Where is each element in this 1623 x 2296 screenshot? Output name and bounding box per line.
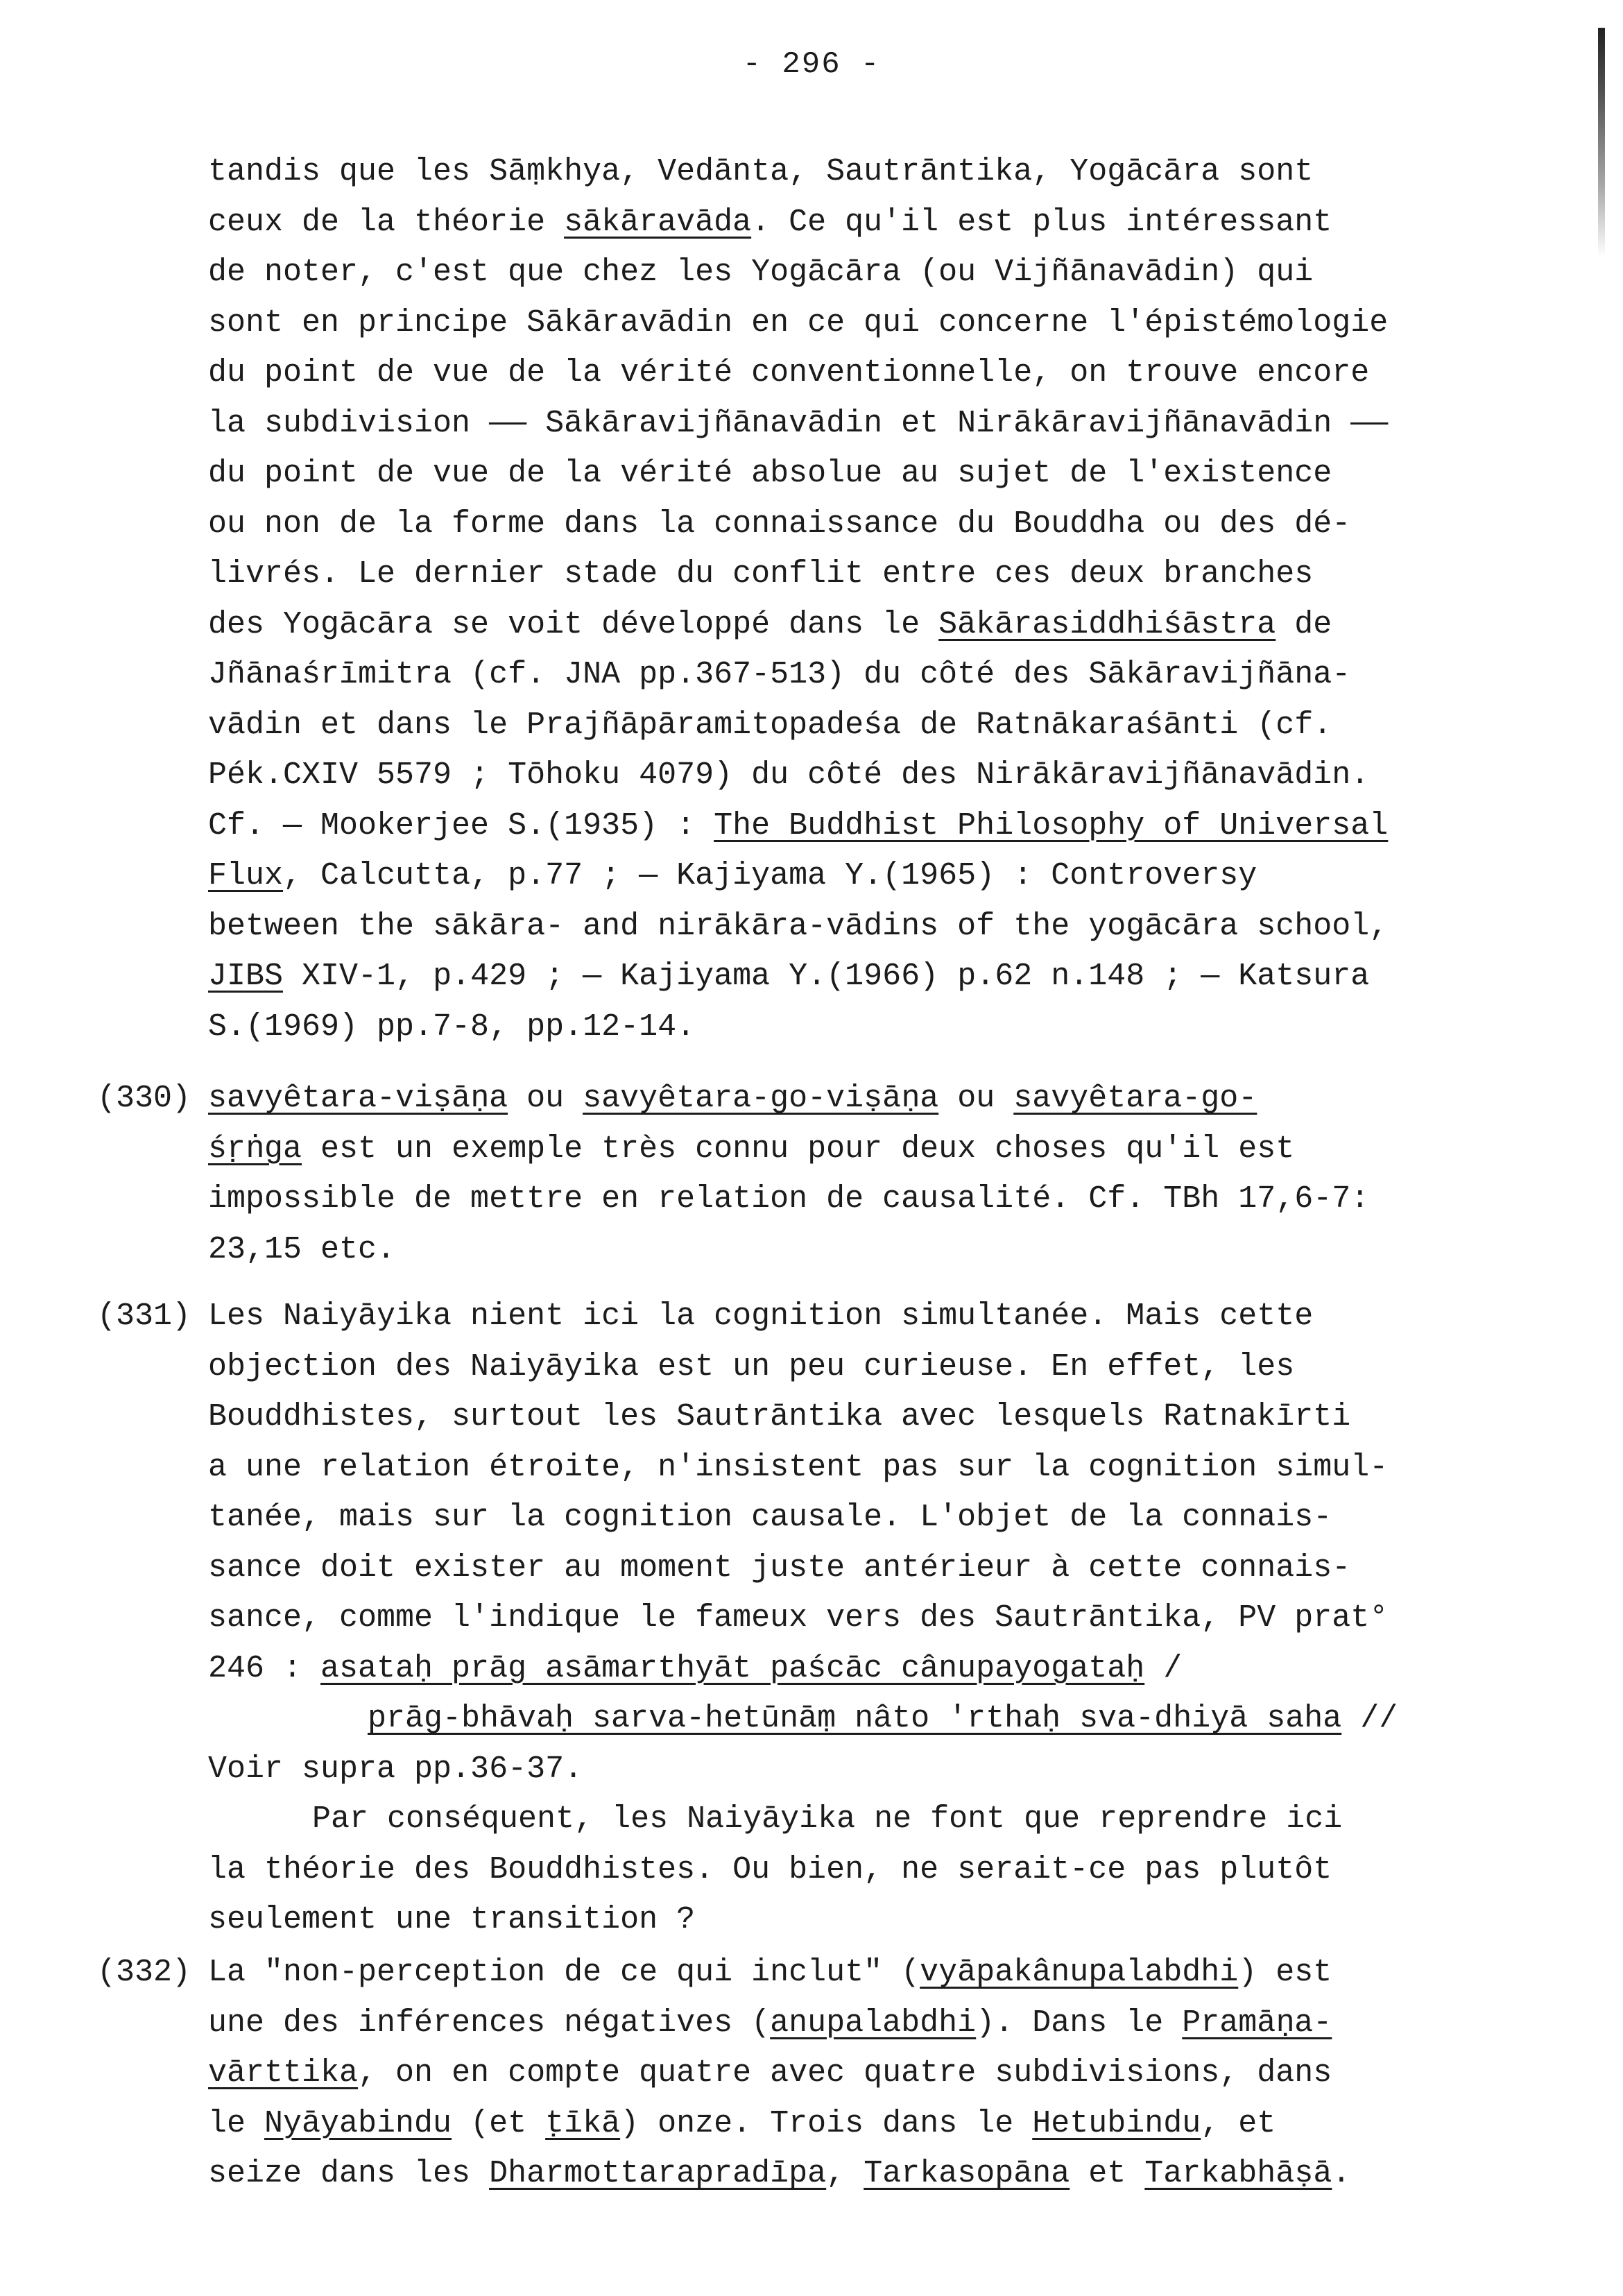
underlined-term: savyêtara-viṣāṇa [208, 1081, 508, 1116]
text-segment: Cf. — Mookerjee S.(1935) : [208, 807, 714, 843]
text-segment: des Yogācāra se voit développé dans le [208, 606, 939, 642]
text-segment: du point de vue de la vérité conventionnelle, on trouve encore [208, 355, 1370, 391]
text-line [208, 449, 1512, 499]
underlined-term: Dharmottarapradīpa [489, 2156, 827, 2191]
text-segment: de [1276, 606, 1332, 642]
underlined-term: asataḥ prāg asāmarthyāt paścāc cânupayogataḥ [320, 1650, 1145, 1686]
text-segment: et [1070, 2156, 1145, 2191]
text-segment: . Ce qu'il est plus intéressant [751, 204, 1332, 240]
underlined-term: ṭīkā [545, 2105, 621, 2141]
text-line [208, 1225, 1512, 1276]
text-segment: ). Dans le [976, 2005, 1183, 2041]
text-line [208, 198, 1512, 248]
text-segment: 23,15 etc. [208, 1231, 396, 1267]
text-line [208, 902, 1512, 952]
text-segment: vādin et dans le Prajñāpāramitopadeśa de Ratnākaraśānti (cf. [208, 707, 1332, 743]
note-331-text [208, 1292, 1512, 1946]
underlined-term: savyêtara-go-viṣāṇa [583, 1081, 939, 1116]
text-segment: objection des Naiyāyika est un peu curieuse. En effet, les [208, 1348, 1295, 1385]
text-segment: . [1332, 2156, 1351, 2191]
text-segment: between the sākāra- and nirākāra-vādins of the yogācāra school, [208, 908, 1389, 944]
text-line [208, 1895, 1512, 1946]
note-number-332: (332) [97, 1955, 191, 1990]
text-segment: Par conséquent, les Naiyāyika ne font que reprendre ici [312, 1801, 1343, 1837]
text-segment: S.(1969) pp.7-8, pp.12-14. [208, 1009, 696, 1045]
text-segment: la théorie des Bouddhistes. Ou bien, ne serait-ce pas plutôt [208, 1851, 1332, 1887]
text-line [208, 1543, 1512, 1594]
underlined-term: vyāpakânupalabdhi [920, 1955, 1239, 1990]
text-segment: livrés. Le dernier stade du conflit entre ces deux branches [208, 556, 1314, 592]
text-segment: impossible de mettre en relation de causalité. Cf. TBh 17,6-7: [208, 1181, 1370, 1217]
text-segment: une des inférences négatives ( [208, 2005, 771, 2041]
text-segment: Jñānaśrīmitra (cf. JNA pp.367-513) du côté des Sākāravijñāna- [208, 657, 1351, 692]
text-line [208, 248, 1512, 298]
text-line [208, 1644, 1512, 1695]
text-segment: ) onze. Trois dans le [620, 2105, 1033, 2141]
text-line [208, 1392, 1512, 1443]
underlined-term: vārttika [208, 2055, 359, 2091]
underlined-term: Flux [208, 858, 284, 893]
page-number: - 296 - [742, 47, 881, 82]
text-line [208, 2099, 1512, 2150]
text-segment: Bouddhistes, surtout les Sautrāntika avec lesquels Ratnakīrti [208, 1399, 1351, 1434]
text-segment: sance, comme l'indique le fameux vers des Sautrāntika, PV prat° [208, 1600, 1389, 1636]
underlined-term: JIBS [208, 959, 284, 994]
text-line [208, 1443, 1512, 1493]
text-line [208, 952, 1512, 1002]
text-line [208, 851, 1512, 902]
text-line [208, 650, 1512, 701]
text-segment: seize dans les [208, 2156, 490, 2191]
verse-line [208, 1694, 1512, 1745]
text-line [208, 1493, 1512, 1543]
text-segment: Voir supra pp.36-37. [208, 1751, 583, 1787]
note-332-text [208, 1948, 1512, 2200]
text-line [208, 298, 1512, 349]
underlined-term: prāg-bhāvaḥ sarva-hetūnāṃ nâto 'rthaḥ sva-dhiyā saha [368, 1701, 1342, 1736]
text-segment: ou non de la forme dans la connaissance du Bouddha ou des dé- [208, 506, 1351, 542]
text-line [208, 701, 1512, 751]
text-line [208, 1948, 1512, 1998]
text-segment: tandis que les Sāṃkhya, Vedānta, Sautrāntika, Yogācāra sont [208, 154, 1314, 189]
underlined-term: The Buddhist Philosophy of Universal [714, 807, 1389, 843]
text-line [208, 1074, 1512, 1124]
note-330-text [208, 1074, 1512, 1275]
text-segment: le [208, 2105, 265, 2141]
text-segment: la subdivision —— Sākāravijñānavādin et Nirākāravijñānavādin —— [208, 405, 1389, 441]
text-line [208, 1342, 1512, 1393]
text-segment: ) est [1238, 1955, 1332, 1990]
text-line [208, 549, 1512, 600]
text-line [208, 147, 1512, 198]
text-segment: est un exemple très connu pour deux choses qu'il est [302, 1131, 1295, 1167]
text-line [208, 1998, 1512, 2049]
text-segment: 246 : [208, 1650, 321, 1686]
text-segment: La "non-perception de ce qui inclut" ( [208, 1955, 920, 1990]
text-segment: ou [508, 1081, 583, 1116]
underlined-term: Tarkasopāna [864, 2156, 1070, 2191]
note-number-330: (330) [97, 1081, 191, 1116]
text-line [208, 399, 1512, 449]
text-line [208, 2048, 1512, 2099]
text-segment: (et [452, 2105, 546, 2141]
text-segment: seulement une transition ? [208, 1902, 696, 1937]
text-line [208, 499, 1512, 550]
text-line [208, 1292, 1512, 1342]
underlined-term: Tarkabhāṣā [1144, 2156, 1332, 2191]
text-segment: // [1341, 1701, 1398, 1736]
text-segment: tanée, mais sur la cognition causale. L'objet de la connais- [208, 1500, 1332, 1535]
underlined-term: Pramāṇa- [1182, 2005, 1332, 2041]
text-line [208, 600, 1512, 651]
text-segment: de noter, c'est que chez les Yogācāra (ou Vijñānavādin) qui [208, 255, 1314, 290]
underlined-term: śṛṅga [208, 1131, 302, 1167]
text-segment: XIV-1, p.429 ; — Kajiyama Y.(1966) p.62 n.148 ; — Katsura [283, 959, 1370, 994]
text-line [208, 348, 1512, 399]
text-line [208, 801, 1512, 852]
text-line [208, 1002, 1512, 1053]
text-line [208, 1174, 1512, 1225]
underlined-term: anupalabdhi [770, 2005, 977, 2041]
text-segment: a une relation étroite, n'insistent pas sur la cognition simul- [208, 1449, 1389, 1485]
text-line [208, 1745, 1512, 1795]
text-segment: sance doit exister au moment juste antérieur à cette connais- [208, 1550, 1351, 1586]
note-number-331: (331) [97, 1299, 191, 1334]
text-segment: , Calcutta, p.77 ; — Kajiyama Y.(1965) : Controversy [283, 858, 1257, 893]
text-line [208, 1845, 1512, 1896]
text-segment: Pék.CXIV 5579 ; Tōhoku 4079) du côté des Nirākāravijñānavādin. [208, 757, 1370, 793]
text-segment: Les Naiyāyika nient ici la cognition simultanée. Mais cette [208, 1299, 1314, 1334]
text-line [208, 751, 1512, 801]
paragraph-start-line [208, 1794, 1512, 1845]
text-line [208, 1593, 1512, 1644]
underlined-term: Sākārasiddhiśāstra [938, 606, 1276, 642]
text-segment: ceux de la théorie [208, 204, 565, 240]
intro-paragraph [208, 147, 1512, 1052]
underlined-term: savyêtara-go- [1013, 1081, 1257, 1116]
text-segment: , et [1201, 2105, 1276, 2141]
underlined-term: sākāravāda [564, 204, 752, 240]
text-segment: sont en principe Sākāravādin en ce qui concerne l'épistémologie [208, 305, 1389, 341]
text-line [208, 1124, 1512, 1175]
underlined-term: Nyāyabindu [264, 2105, 452, 2141]
text-segment: , [826, 2156, 864, 2191]
text-segment: du point de vue de la vérité absolue au sujet de l'existence [208, 456, 1332, 491]
text-segment: , on en compte quatre avec quatre subdivisions, dans [358, 2055, 1332, 2091]
text-segment: / [1144, 1650, 1183, 1686]
text-line [208, 2149, 1512, 2200]
text-segment: ou [938, 1081, 1014, 1116]
underlined-term: Hetubindu [1032, 2105, 1201, 2141]
